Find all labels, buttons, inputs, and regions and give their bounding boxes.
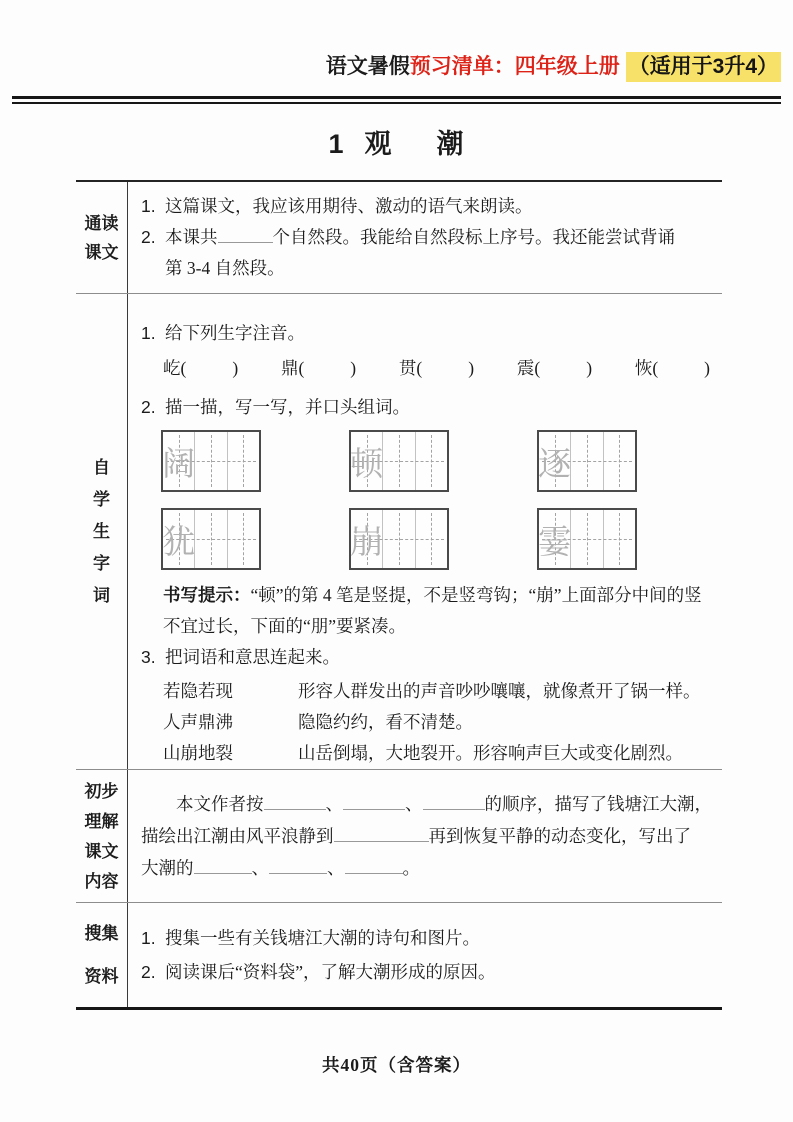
lesson-title-word2: 潮 <box>436 129 465 159</box>
match-definition: 山岳倒塌，大地裂开。形容响声巨大或变化剧烈。 <box>298 743 683 763</box>
trace-cell <box>383 432 415 490</box>
pinyin-unit <box>281 353 356 384</box>
match-row <box>163 738 714 769</box>
list-item <box>141 392 714 423</box>
pinyin-char: 震 <box>516 358 535 378</box>
row-label-line: 初步 <box>84 781 119 801</box>
item-number: 1. <box>141 323 156 343</box>
match-term: 山崩地裂 <box>163 743 233 763</box>
blank-line <box>334 826 429 842</box>
row-content <box>128 903 722 1007</box>
row-content <box>128 182 722 293</box>
trace-box <box>349 508 449 570</box>
item-number: 3. <box>141 647 156 667</box>
row-label-line: 理解 <box>84 811 119 831</box>
item-number: 2. <box>141 397 156 417</box>
paragraph-fragment: 本文作者按 <box>176 794 264 814</box>
list-item <box>141 318 714 349</box>
blank-line <box>345 858 403 874</box>
match-definition: 隐隐约约，看不清楚。 <box>298 712 473 732</box>
writing-tip <box>163 580 712 642</box>
paragraph-line <box>141 820 714 852</box>
pinyin-unit <box>635 353 710 384</box>
item-number: 2. <box>141 962 156 982</box>
blank-line <box>194 858 252 874</box>
item-number: 2. <box>141 227 156 247</box>
item-text: 把词语和意思连起来。 <box>165 647 340 667</box>
paragraph-fragment: 再到恢复平静的动态变化，写出了 <box>428 826 691 846</box>
row-self-study-words <box>76 293 722 769</box>
paren-open: ( <box>534 358 541 378</box>
separator: 、 <box>251 858 269 878</box>
trace-box-row <box>161 430 714 492</box>
item-text: 阅读课后“资料袋”，了解大潮形成的原因。 <box>165 962 496 982</box>
page-footer: 共40页（含答案） <box>322 1055 471 1075</box>
paragraph-fragment: 。 <box>402 858 420 878</box>
trace-cell <box>351 510 383 568</box>
item-number: 1. <box>141 196 156 216</box>
item-text: 给下列生字注音。 <box>165 323 305 343</box>
item-text: 搜集一些有关钱塘江大潮的诗句和图片。 <box>165 928 480 948</box>
separator: 、 <box>325 794 343 814</box>
paren-close: ) <box>468 358 475 378</box>
row-label-line: 生 <box>93 522 110 541</box>
trace-cell <box>351 432 383 490</box>
trace-cell <box>163 432 195 490</box>
header-badge: （适用于3升4） <box>626 52 781 82</box>
trace-cell <box>163 510 195 568</box>
separator: 、 <box>327 858 345 878</box>
trace-char: 霎 <box>538 524 572 561</box>
trace-box <box>537 508 637 570</box>
paren-close: ) <box>704 358 710 378</box>
match-term: 若隐若现 <box>163 681 233 701</box>
trace-box <box>161 430 261 492</box>
match-row <box>163 707 714 738</box>
pinyin-unit <box>163 353 238 384</box>
row-label-self-study <box>76 294 128 769</box>
paragraph-fragment: 大潮的 <box>141 858 194 878</box>
trace-box <box>161 508 261 570</box>
paren-close: ) <box>586 358 593 378</box>
trace-box-row <box>161 508 714 570</box>
lesson-title-word1: 观 <box>364 129 393 159</box>
pinyin-unit <box>517 353 592 384</box>
pinyin-char: 恢 <box>634 358 653 378</box>
trace-char: 犹 <box>162 524 196 561</box>
blank-line <box>343 794 405 810</box>
page-header <box>326 52 781 82</box>
writing-tip-label: 书写提示： <box>163 585 251 605</box>
row-label-line: 字 <box>93 554 110 573</box>
paren-open: ( <box>180 358 187 378</box>
trace-cell <box>195 432 227 490</box>
list-item-continuation <box>141 253 714 284</box>
match-definition: 形容人群发出的声音吵吵嚷嚷，就像煮开了锅一样。 <box>298 681 701 701</box>
row-label-line: 课文 <box>84 242 119 262</box>
paragraph-line <box>141 852 714 884</box>
pinyin-char: 贯 <box>398 358 417 378</box>
header-double-rule <box>12 96 781 104</box>
lesson-title <box>0 122 793 161</box>
paragraph-line <box>176 788 714 820</box>
trace-cell <box>571 432 603 490</box>
item-number-spacer <box>141 253 165 284</box>
blank-line <box>423 794 485 810</box>
item-text-fragment: 个自然段。我能给自然段标上序号。我还能尝试背诵 <box>272 227 675 247</box>
paragraph-fragment: 的顺序，描写了钱塘江大潮， <box>484 794 712 814</box>
item-text: 描一描，写一写，并口头组词。 <box>165 397 410 417</box>
header-red-text: 预习清单：四年级上册 <box>409 55 620 78</box>
header-course-text: 语文暑假 <box>325 55 410 78</box>
paren-open: ( <box>416 358 423 378</box>
item-text-fragment: 本课共 <box>165 227 218 247</box>
row-label-line: 课文 <box>84 841 119 861</box>
pinyin-char: 鼎 <box>280 358 299 378</box>
row-label-line: 资料 <box>84 967 119 986</box>
list-item <box>141 923 714 953</box>
row-content <box>128 294 722 769</box>
lesson-number: 1 <box>328 129 345 159</box>
trace-char: 阔 <box>162 446 196 483</box>
row-collect-materials <box>76 902 722 1007</box>
trace-cell <box>416 510 447 568</box>
row-label-line: 词 <box>93 586 110 605</box>
row-label-line: 自 <box>93 458 110 477</box>
trace-char: 崩 <box>350 524 384 561</box>
row-label-line: 搜集 <box>84 924 119 943</box>
trace-cell <box>539 432 571 490</box>
list-item <box>141 191 714 222</box>
item-text <box>165 222 714 253</box>
pinyin-unit <box>399 353 474 384</box>
trace-box <box>349 430 449 492</box>
row-label-line: 通读 <box>84 213 119 233</box>
trace-char: 顿 <box>350 446 384 483</box>
trace-char: 逐 <box>538 446 572 483</box>
trace-cell <box>383 510 415 568</box>
row-content <box>128 770 722 902</box>
item-text: 这篇课文，我应该用期待、激动的语气来朗读。 <box>165 196 533 216</box>
row-label-understanding <box>76 770 128 902</box>
list-item <box>141 957 714 987</box>
list-item <box>141 642 714 673</box>
pinyin-annotation-row <box>163 353 710 384</box>
trace-cell <box>571 510 603 568</box>
paragraph-fragment: 描绘出江潮由风平浪静到 <box>141 826 334 846</box>
trace-cell <box>195 510 227 568</box>
pinyin-char: 屹 <box>163 358 181 378</box>
row-initial-understanding <box>76 769 722 902</box>
paren-open: ( <box>298 358 305 378</box>
worksheet-table <box>76 180 722 1010</box>
row-label-line: 内容 <box>84 871 119 891</box>
trace-cell <box>539 510 571 568</box>
trace-cell <box>228 432 259 490</box>
separator: 、 <box>405 794 423 814</box>
paren-close: ) <box>232 358 239 378</box>
row-label-line: 学 <box>93 490 110 509</box>
trace-box <box>537 430 637 492</box>
trace-cell <box>228 510 259 568</box>
trace-cell <box>416 432 447 490</box>
match-row <box>163 676 714 707</box>
item-number: 1. <box>141 928 156 948</box>
blank-line <box>264 794 326 810</box>
row-label-collect <box>76 903 128 1007</box>
trace-cell <box>604 510 635 568</box>
matching-exercise <box>163 676 714 769</box>
item-text: 第 3-4 自然段。 <box>165 258 285 278</box>
blank-line <box>218 227 273 243</box>
list-item <box>141 222 714 253</box>
trace-cell <box>604 432 635 490</box>
writing-tip-text: “顿”的第 4 笔是竖提，不是竖弯钩；“崩”上面部分中间的竖不宜过长，下面的“朋”要紧凑。 <box>163 585 702 636</box>
row-label-read-text <box>76 182 128 293</box>
match-term: 人声鼎沸 <box>163 712 233 732</box>
blank-line <box>269 858 327 874</box>
row-read-text <box>76 182 722 293</box>
paren-close: ) <box>350 358 357 378</box>
paren-open: ( <box>652 358 659 378</box>
